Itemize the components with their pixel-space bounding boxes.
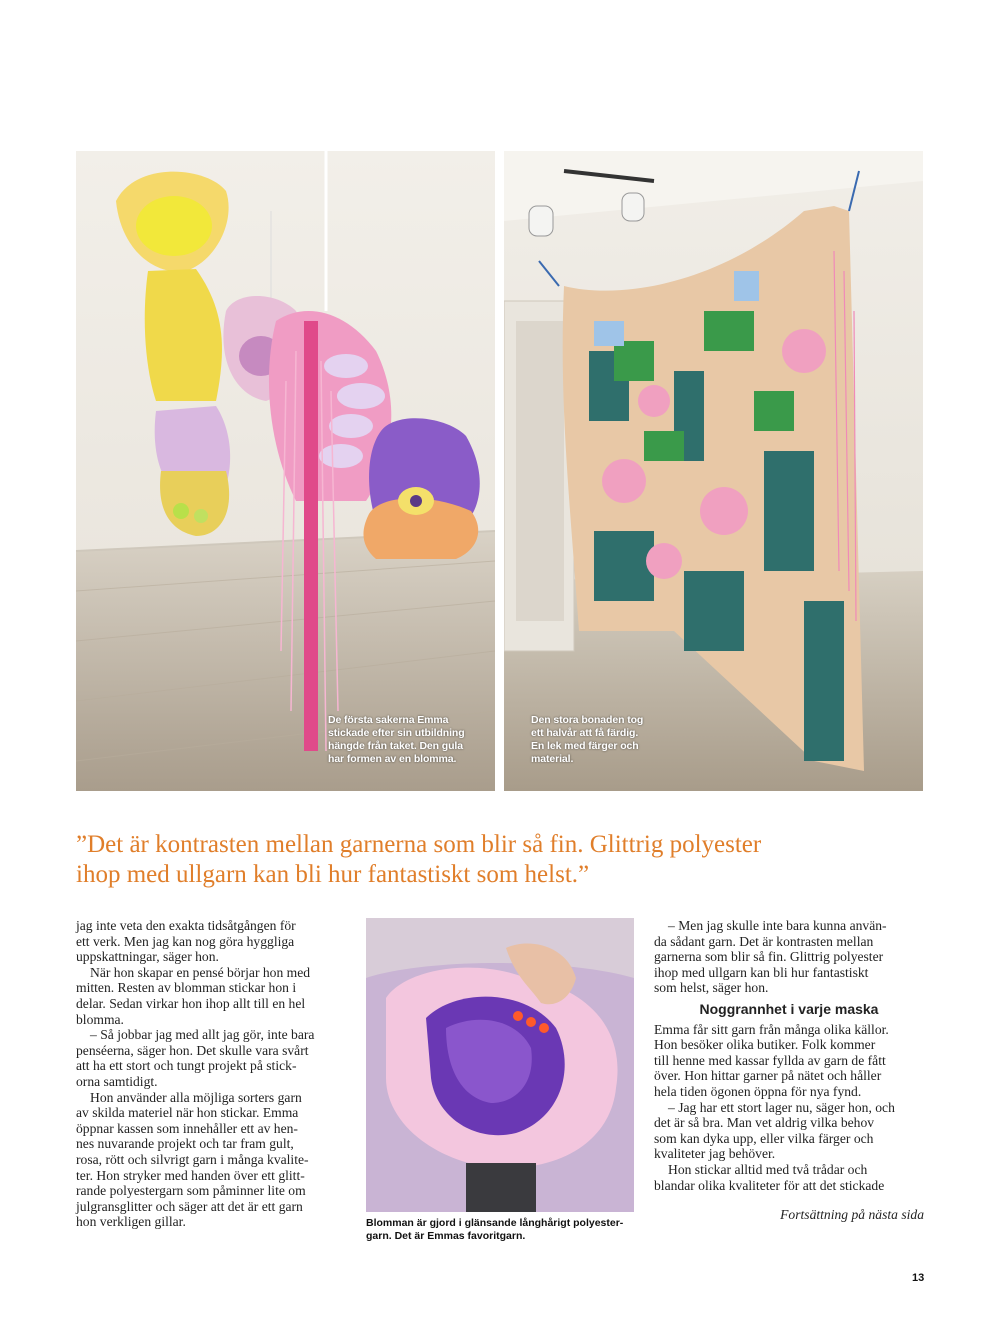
body-line: över. Hon hittar garner på nätet och håller <box>654 1068 882 1084</box>
body-line: det är så bra. Man vet aldrig vilka behov <box>654 1115 875 1131</box>
body-line: – Jag har ett stort lager nu, säger hon, och <box>668 1099 895 1115</box>
pull-quote <box>76 830 936 890</box>
body-line: garnerna som blir så fin. Glittrig polyester <box>654 949 884 965</box>
caption-line: hängde från taket. Den gula <box>328 740 463 752</box>
body-line: ter. Hon stryker med handen över ett glitt- <box>76 1167 305 1183</box>
subheading: Noggrannhet i varje maska <box>699 1000 879 1017</box>
body-line: som kan dyka upp, eller vilka färger och <box>654 1130 874 1146</box>
caption-line: har formen av en blomma. <box>328 753 457 765</box>
pull-quote-line: ”Det är kontrasten mellan garnerna som blir så fin. Glittrig polyester <box>76 831 762 858</box>
body-line: blandar olika kvaliteter för att det stickade <box>654 1177 885 1193</box>
body-line: När hon skapar en pensé börjar hon med <box>90 964 311 980</box>
body-line: hela tiden ögonen öppna för nya fynd. <box>654 1083 862 1099</box>
photo-tapestry <box>504 151 923 791</box>
body-line: orna samtidigt. <box>76 1073 158 1089</box>
caption-line: En lek med färger och <box>531 740 639 752</box>
body-line: – Men jag skulle inte bara kunna använ- <box>668 918 887 933</box>
body-line: ihop med ullgarn kan bli hur fantastiskt <box>654 964 869 980</box>
body-line: jag inte veta den exakta tidsåtgången för <box>76 918 296 933</box>
photo-left-caption <box>328 714 465 766</box>
body-column-right <box>654 918 924 1223</box>
body-line: ett verk. Men jag kan nog göra hyggliga <box>76 933 295 949</box>
body-line: av skilda materiel när hon stickar. Emma <box>76 1105 299 1121</box>
photo-right-caption <box>531 714 643 766</box>
body-line: julgransglitter och säger att det är ett garn <box>76 1198 303 1214</box>
body-line: da sådant garn. Det är kontrasten mellan <box>654 933 874 949</box>
body-line: penséerna, säger hon. Det skulle vara svårt <box>76 1042 309 1058</box>
body-line: mitten. Resten av blomman stickar hon i <box>76 980 297 996</box>
body-line: Hon använder alla möjliga sorters garn <box>90 1089 302 1105</box>
body-line: hon verkligen gillar. <box>76 1214 186 1230</box>
body-line: att ha ett stort och tungt projekt på stick- <box>76 1058 297 1074</box>
body-line: rande polyestergarn som påminner lite om <box>76 1183 306 1199</box>
body-line: öppnar kassen som innehåller ett av hen- <box>76 1120 298 1136</box>
caption-line: Den stora bonaden tog <box>531 714 644 726</box>
photo-bottom-caption <box>366 1217 623 1243</box>
pull-quote-line: ihop med ullgarn kan bli hur fantastiskt som helst.” <box>76 861 590 888</box>
continued-note: Fortsättning på nästa sida <box>780 1207 924 1223</box>
body-line: Hon stickar alltid med två trådar och <box>668 1161 868 1177</box>
body-line: som helst, säger hon. <box>654 980 769 996</box>
body-line: – Så jobbar jag med allt jag gör, inte bara <box>90 1027 315 1043</box>
caption-line: ett halvår att få färdig. <box>531 727 639 739</box>
caption-line: material. <box>531 753 574 765</box>
page-number: 13 <box>912 1272 925 1284</box>
body-line: kvaliteter jag behöver. <box>654 1146 776 1162</box>
body-line: till henne med kassar fyllda av garn de fått <box>654 1052 886 1068</box>
body-line: nes nuvarande projekt och tar fram gult, <box>76 1136 294 1152</box>
body-line: delar. Sedan virkar hon ihop allt till en hel <box>76 995 306 1011</box>
caption-line: De första sakerna Emma <box>328 714 449 726</box>
photo-purple-flower <box>366 918 634 1212</box>
body-line: blomma. <box>76 1011 124 1027</box>
body-column-left <box>76 918 354 1230</box>
caption-line: stickade efter sin utbildning <box>328 727 465 739</box>
body-line: Hon besöker olika butiker. Folk kommer <box>654 1037 876 1053</box>
body-line: Emma får sitt garn från många olika källor. <box>654 1021 889 1037</box>
photo-hanging-sculptures <box>76 151 495 791</box>
caption-line: Blomman är gjord i glänsande långhårigt polyester- <box>366 1217 624 1229</box>
body-line: rosa, rött och silvrigt garn i många kvalite- <box>76 1151 309 1167</box>
caption-line: garn. Det är Emmas favoritgarn. <box>366 1230 526 1242</box>
body-line: uppskattningar, säger hon. <box>76 949 219 965</box>
